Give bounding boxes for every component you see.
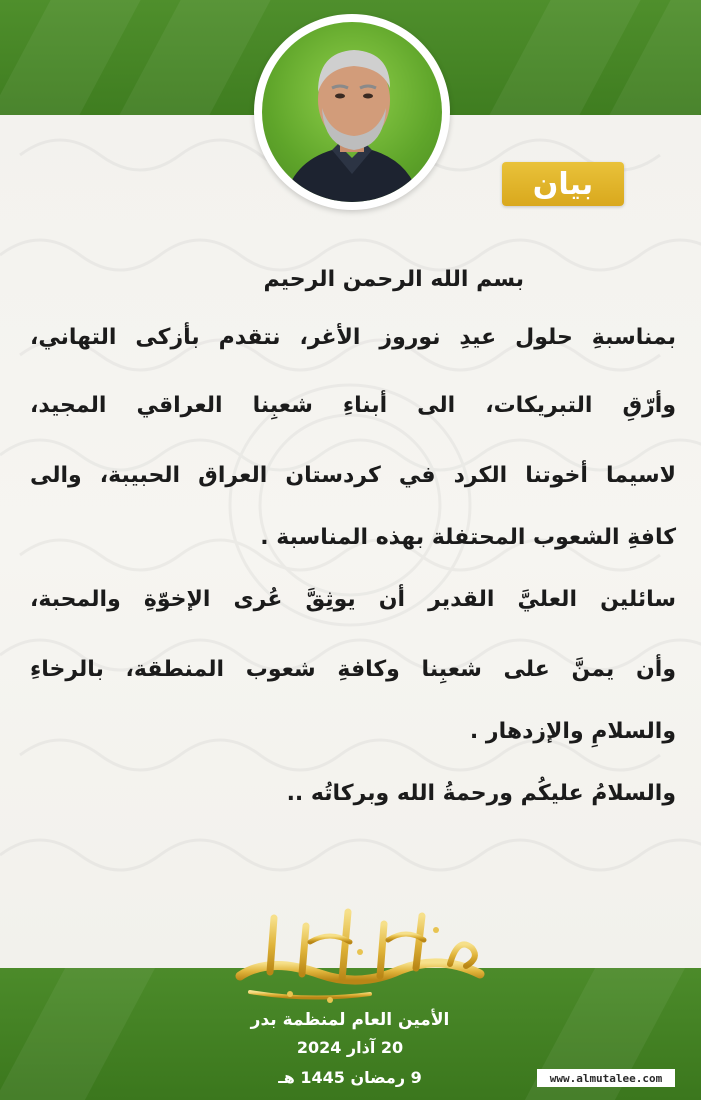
signatory-title: الأمين العام لمنظمة بدر: [250, 1010, 450, 1030]
statement-line: بمناسبةِ حلول عيدِ نوروز الأغر، نتقدم بأزكى التهاني،: [30, 325, 676, 350]
person-icon: [262, 22, 442, 202]
statement-badge: بيان: [502, 162, 624, 206]
site-watermark-label: www.almutalee.com: [537, 1069, 675, 1087]
band-stripe: [0, 968, 155, 1100]
statement-line: كافةِ الشعوب المحتفلة بهذه المناسبة .: [260, 525, 676, 550]
signature-block: [200, 1008, 500, 1090]
signature-calligraphy: [210, 896, 510, 1012]
portrait-photo: [262, 22, 442, 202]
band-stripe: [119, 0, 270, 115]
closing-line: والسلامُ عليكُم ورحمةُ الله وبركاتُه ..: [286, 781, 676, 806]
statement-line: لاسيما أخوتنا الكرد في كردستان العراق الحبيبة، والى: [30, 463, 676, 488]
date-hijri: 9 رمضان 1445 هـ: [278, 1068, 422, 1087]
statement-line: سائلين العليَّ القدير أن يوثِقَّ عُرى الإخوّةِ والمحبة،: [30, 587, 676, 612]
statement-line: وأرّقِ التبريكات، الى أبناءِ شعبِنا العراقي المجيد،: [30, 393, 676, 418]
statement-line: والسلامِ والإزدهار .: [469, 719, 676, 744]
basmala: بسم الله الرحمن الرحيم: [263, 267, 524, 292]
statement-line: وأن يمنَّ على شعبِنا وكافةِ شعوب المنطقة، بالرخاءِ: [30, 657, 676, 682]
band-stripe: [0, 0, 141, 115]
date-gregorian: 20 آذار 2024: [296, 1038, 404, 1057]
